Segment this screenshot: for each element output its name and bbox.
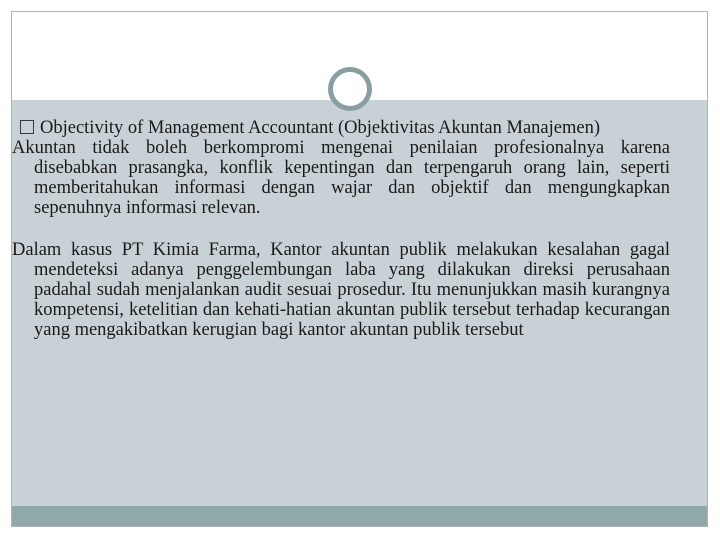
footer-bar [12, 506, 707, 526]
bullet-heading-line [20, 118, 670, 138]
bullet-heading-text: Objectivity of Management Accountant (Objektivitas Akuntan Manajemen) [40, 118, 600, 138]
slide-body [12, 118, 670, 340]
checkbox-bullet-icon [20, 120, 34, 134]
circle-ornament [328, 67, 372, 111]
paragraph-2: Dalam kasus PT Kimia Farma, Kantor akuntan publik melakukan kesalahan gagal mendeteksi adanya penggelembungan laba yang dilakukan direksi perusahaan padahal sudah menjalankan audit sesuai prosedur. Itu menunjukkan masih kurangnya kompetensi, ketelitian dan kehati-hatian akuntan publik tersebut terhadap kecurangan yang mengakibatkan kerugian bagi kantor akuntan publik tersebut [12, 240, 670, 340]
spacer [20, 218, 670, 240]
paragraph-1: Akuntan tidak boleh berkompromi mengenai penilaian profesionalnya karena disebabkan prasangka, konflik kepentingan dan terpengaruh orang lain, seperti memberitahukan informasi dengan wajar dan objektif dan mengungkapkan sepenuhnya informasi relevan. [12, 138, 670, 218]
